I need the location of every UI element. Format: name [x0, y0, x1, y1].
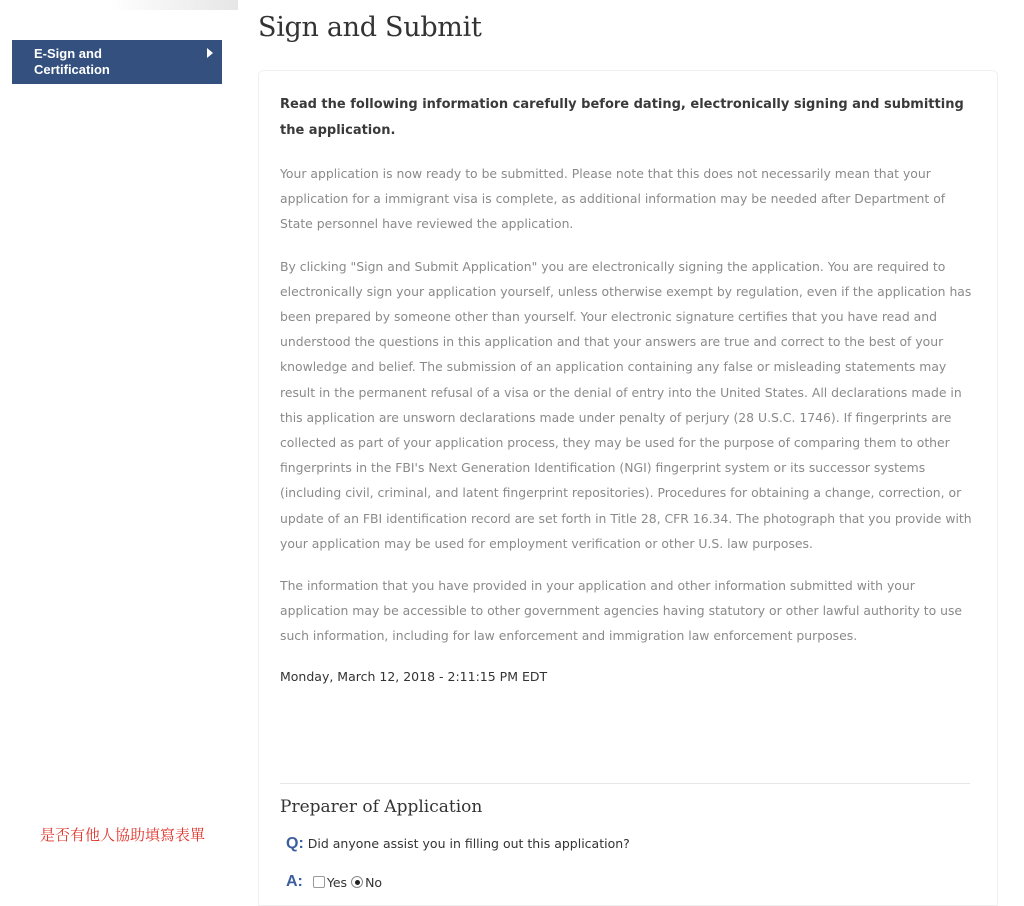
- question-label: Q:: [286, 835, 304, 852]
- sidebar-item-esign-certification[interactable]: [12, 40, 222, 84]
- section-divider: [280, 783, 970, 784]
- page-title: Sign and Submit: [258, 12, 482, 43]
- answer-label: A:: [286, 873, 303, 890]
- yes-label: Yes: [326, 874, 348, 890]
- chevron-right-icon: [207, 48, 213, 58]
- preparer-heading: Preparer of Application: [280, 797, 483, 817]
- answer-yes-option[interactable]: [313, 875, 347, 890]
- yes-radio[interactable]: [313, 876, 325, 888]
- instruction-lead: Read the following information carefully before dating, electronically signing and submitting the application.: [280, 97, 964, 138]
- question-row: [286, 835, 630, 853]
- question-text: Did anyone assist you in filling out this application?: [307, 836, 630, 851]
- answer-no-option[interactable]: [351, 875, 382, 890]
- header-fragment: [110, 0, 238, 10]
- answer-row: [286, 873, 386, 891]
- annotation-note: 是否有他人協助填寫表單: [40, 826, 206, 844]
- paragraph-esign: By clicking "Sign and Submit Application" you are electronically signing the application. You are required to electronically sign your application yourself, unless otherwise exempt by regulation, even if the application has been prepared by someone other than yourself. Your electronic signature certifies that you have read and understood the questions in this application and that your answers are true and correct to the best of your knowledge and belief. The submission of an application containing any false or misleading statements may result in the permanent refusal of a visa or the denial of entry into the United States. All declarations made in this application are unsworn declarations made under penalty of perjury (28 U.S.C. 1746). If fingerprints are collected as part of your application process, they may be used for the purpose of comparing them to other fingerprints in the FBI's Next Generation Identification (NGI) fingerprint system or its successor systems (including civil, criminal, and latent fingerprint repositories). Procedures for obtaining a change, correction, or update of an FBI identification record are set forth in Title 28, CFR 16.34. The photograph that you provide with your application may be used for employment verification or other U.S. law purposes.: [280, 258, 972, 551]
- sign-submit-content: [280, 92, 980, 688]
- no-radio[interactable]: [351, 876, 363, 888]
- sidebar-item-label: E-Sign and Certification: [34, 46, 110, 77]
- no-label: No: [365, 874, 383, 890]
- paragraph-privacy: The information that you have provided in your application and other information submitted with your application may be accessible to other government agencies having statutory or other lawful authority to use such information, including for law enforcement and immigration law enforcement purposes.: [280, 578, 963, 644]
- signature-datetime: Monday, March 12, 2018 - 2:11:15 PM EDT: [280, 668, 548, 684]
- paragraph-ready: Your application is now ready to be submitted. Please note that this does not necessarily mean that your application for a immigrant visa is complete, as additional information may be needed after Department of State personnel have reviewed the application.: [280, 166, 946, 232]
